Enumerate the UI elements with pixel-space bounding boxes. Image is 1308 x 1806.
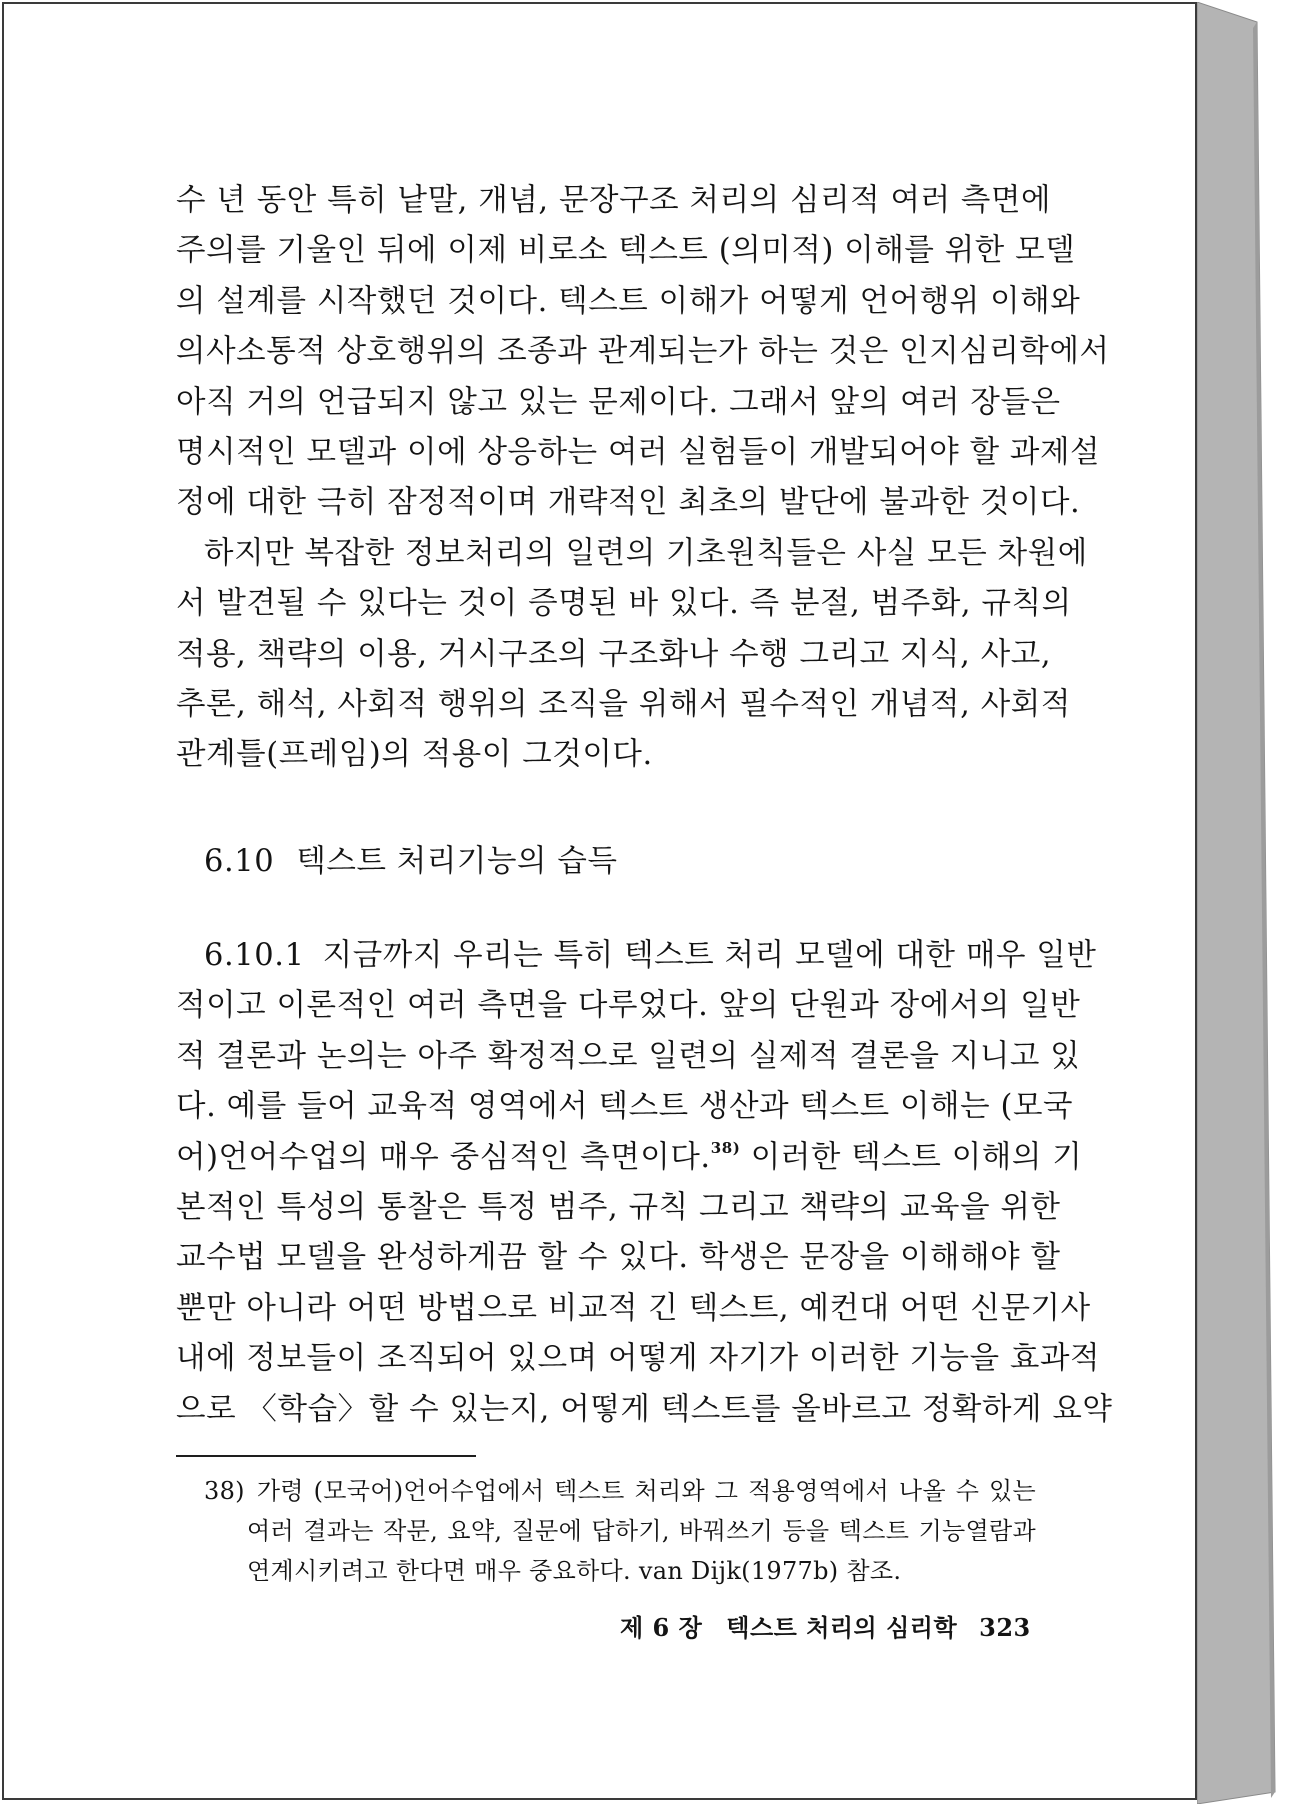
text-span: 어)언어수업의 매우 중심적인 측면이다. xyxy=(176,1139,711,1175)
footnote-line xyxy=(204,1471,1036,1511)
text-line: 주의를 기울인 뒤에 이제 비로소 텍스트 (의미적) 이해를 위한 모델 xyxy=(176,233,1076,269)
page-sheet xyxy=(2,2,1197,1800)
text-span: 지금까지 우리는 특히 텍스트 처리 모델에 대한 매우 일반 xyxy=(322,937,1097,973)
footnote-reference[interactable]: 38) xyxy=(710,1138,741,1157)
text-line: 정에 대한 극히 잠정적이며 개략적인 최초의 발단에 불과한 것이다. xyxy=(176,485,1081,521)
text-line: 교수법 모델을 완성하게끔 할 수 있다. 학생은 문장을 이해해야 할 xyxy=(176,1240,1061,1276)
text-line: 다. 예를 들어 교육적 영역에서 텍스트 생산과 텍스트 이해는 (모국 xyxy=(176,1089,1074,1125)
text-line: 추론, 해석, 사회적 행위의 조직을 위해서 필수적인 개념적, 사회적 xyxy=(176,687,1071,723)
footer-title: 텍스트 처리의 심리학 xyxy=(726,1613,958,1642)
paragraph-1 xyxy=(176,176,1110,529)
text-line: 내에 정보들이 조직되어 있으며 어떻게 자기가 이러한 기능을 효과적 xyxy=(176,1341,1101,1377)
text-line: 의 설계를 시작했던 것이다. 텍스트 이해가 어떻게 언어행위 이해와 xyxy=(176,283,1081,319)
text-span: 이러한 텍스트 이해의 기 xyxy=(750,1139,1083,1175)
text-line: 아직 거의 언급되지 않고 있는 문제이다. 그래서 앞의 여러 장들은 xyxy=(176,384,1061,420)
text-line: 명시적인 모델과 이에 상응하는 여러 실험들이 개발되어야 할 과제설 xyxy=(176,435,1101,471)
paragraph-2 xyxy=(176,529,1088,781)
page-content xyxy=(176,176,1113,1591)
text-line: 서 발견될 수 있다는 것이 증명된 바 있다. 즉 분절, 범주화, 규칙의 xyxy=(176,586,1072,622)
text-line xyxy=(176,931,1097,981)
text-line xyxy=(176,1133,1083,1183)
section-heading xyxy=(204,837,1036,887)
footnote-38 xyxy=(204,1471,1036,1591)
footnote-divider xyxy=(176,1455,476,1457)
footnote-line: 여러 결과는 작문, 요약, 질문에 답하기, 바꿔쓰기 등을 텍스트 기능열람과 xyxy=(247,1516,1036,1545)
footnote-line: 연계시키려고 한다면 매우 중요하다. van Dijk(1977b) 참조. xyxy=(247,1556,902,1585)
page-number: 323 xyxy=(979,1613,1031,1642)
text-line: 하지만 복잡한 정보처리의 일련의 기초원칙들은 사실 모든 차원에 xyxy=(204,535,1088,571)
text-line: 적용, 책략의 이용, 거시구조의 구조화나 수행 그리고 지식, 사고, xyxy=(176,636,1052,672)
text-line: 적이고 이론적인 여러 측면을 다루었다. 앞의 단원과 장에서의 일반 xyxy=(176,988,1081,1024)
subsection-paragraph xyxy=(176,931,1113,1435)
footnote-number: 38) xyxy=(204,1476,245,1505)
text-line: 적 결론과 논의는 아주 확정적으로 일련의 실제적 결론을 지니고 있 xyxy=(176,1038,1081,1074)
page-edge xyxy=(1197,2,1305,1804)
page-edge-shape xyxy=(1197,2,1305,1804)
running-footer xyxy=(620,1608,1031,1643)
subsection-number: 6.10.1 xyxy=(204,937,305,973)
footer-chapter: 제 6 장 xyxy=(620,1613,703,1642)
text-line: 의사소통적 상호행위의 조종과 관계되는가 하는 것은 인지심리학에서 xyxy=(176,334,1110,370)
text-line: 뿐만 아니라 어떤 방법으로 비교적 긴 텍스트, 예컨대 어떤 신문기사 xyxy=(176,1290,1091,1326)
section-number: 6.10 xyxy=(204,843,275,879)
text-line: 관계틀(프레임)의 적용이 그것이다. xyxy=(176,737,653,773)
text-line: 수 년 동안 특히 낱말, 개념, 문장구조 처리의 심리적 여러 측면에 xyxy=(176,183,1052,218)
text-span: 가령 (모국어)언어수업에서 텍스트 처리와 그 적용영역에서 나올 수 있는 xyxy=(256,1476,1036,1505)
text-line: 본적인 특성의 통찰은 특정 범주, 규칙 그리고 책략의 교육을 위한 xyxy=(176,1189,1061,1225)
section-title: 텍스트 처리기능의 습득 xyxy=(296,843,618,879)
text-line: 으로 〈학습〉할 수 있는지, 어떻게 텍스트를 올바르고 정확하게 요약 xyxy=(176,1391,1113,1427)
